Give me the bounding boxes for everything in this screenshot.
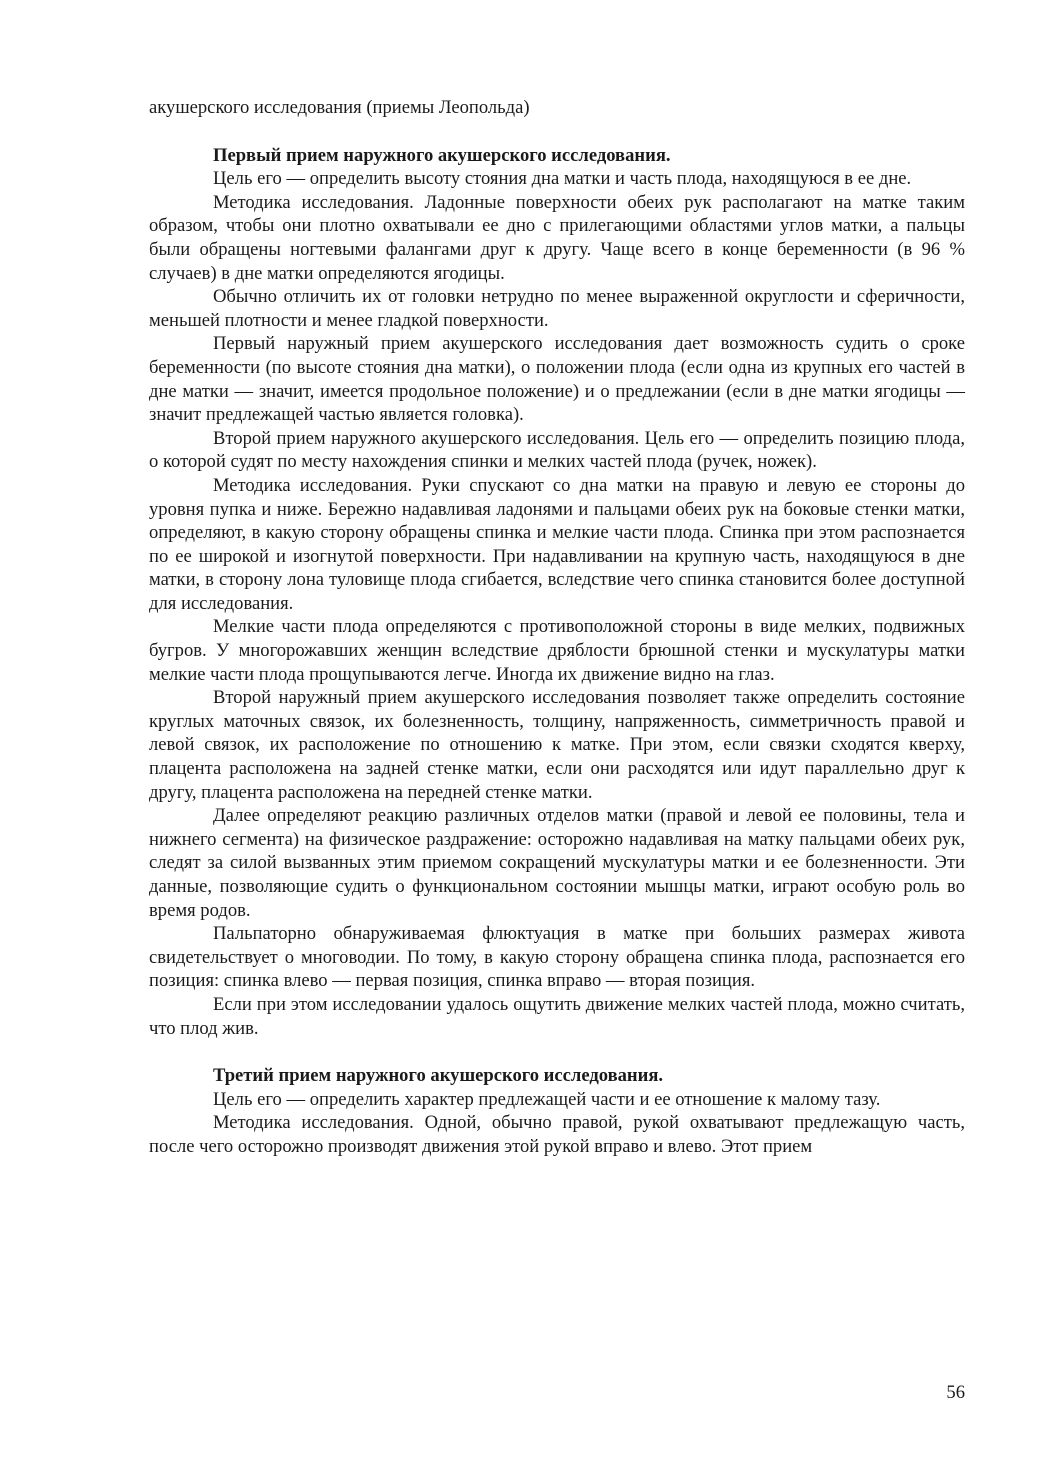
paragraph: Мелкие части плода определяются с противоположной стороны в виде мелких, подвижных бугров. У многорожавших женщин вследствие дряблости брюшной стенки и мускулатуры матки мелкие части плода прощупываются легче. Иногда их движение видно на глаз.: [149, 616, 965, 685]
paragraph: Методика исследования. Одной, обычно правой, рукой охватывают предлежащую часть, после чего осторожно производят движения этой рукой вправо и влево. Этот прием: [149, 1112, 965, 1157]
paragraph: Второй прием наружного акушерского исследования. Цель его — определить позицию плода, о которой судят по месту нахождения спинки и мелких частей плода (ручек, ножек).: [149, 427, 965, 473]
paragraph: Далее определяют реакцию различных отделов матки (правой и левой ее половины, тела и нижнего сегмента) на физическое раздражение: осторожно надавливая на матку пальцами обеих рук, следят за силой вызванных этим приемом сокращений мускулатуры матки и ее болезненности. Эти данные, позволяющие судить о функциональном состоянии мышцы матки, играют особую роль во время родов.: [149, 805, 965, 921]
document-page: [149, 96, 965, 1159]
paragraph: Если при этом исследовании удалось ощутить движение мелких частей плода, можно считать, что плод жив.: [149, 993, 965, 1039]
paragraph: Методика исследования. Ладонные поверхности обеих рук располагают на матке таким образом, чтобы они плотно охватывали ее дно с прилегающими областями углов матки, а пальцы были обращены ногтевыми фалангами друг к другу. Чаще всего в конце беременности (в 96 % случаев) в дне матки определяются ягодицы.: [149, 191, 965, 284]
paragraph: Пальпаторно обнаруживаемая флюктуация в матке при больших размерах живота свидетельствует о многоводии. По тому, в какую сторону обращена спинка плода, распознается его позиция: спинка влево — первая позиция, спинка вправо — вторая позиция.: [149, 923, 965, 992]
paragraph: Методика исследования. Руки спускают со дна матки на правую и левую ее стороны до уровня пупка и ниже. Бережно надавливая ладонями и пальцами обеих рук на боковые стенки матки, определяют, в какую сторону обращены спинка и мелкие части плода. Спинка при этом распознается по ее широкой и изогнутой поверхности. При надавливании на крупную часть, находящуюся в дне матки, в сторону лона туловище плода сгибается, вследствие чего спинка становится более доступной для исследования.: [149, 474, 965, 614]
lead-line: акушерского исследования (приемы Леопольда): [149, 97, 530, 118]
paragraph: Обычно отличить их от головки нетрудно по менее выраженной округлости и сферичности, меньшей плотности и менее гладкой поверхности.: [149, 286, 965, 331]
heading-first-technique: Первый прием наружного акушерского исследования.: [213, 144, 671, 166]
paragraph: Первый наружный прием акушерского исследования дает возможность судить о сроке беременности (по высоте стояния дна матки), о положении плода (если одна из крупных его частей в дне матки — значит, имеется продольное положение) и о предлежании (если в дне матки ягодицы — значит предлежащей частью является головка).: [149, 333, 965, 426]
paragraph: Второй наружный прием акушерского исследования позволяет также определить состояние круглых маточных связок, их болезненность, толщину, напряженность, симметричность правой и левой связок, их расположение по отношению к матке. При этом, если связки сходятся кверху, плацента расположена на задней стенке матки, если они расходятся или идут параллельно друг к другу, плацента расположена на передней стенке матки.: [149, 687, 965, 803]
paragraph: Цель его — определить характер предлежащей части и ее отношение к малому тазу.: [213, 1088, 881, 1110]
heading-third-technique: Третий прием наружного акушерского исследования.: [213, 1065, 664, 1087]
page-number: 56: [946, 1382, 965, 1403]
paragraph: Цель его — определить высоту стояния дна матки и часть плода, находящуюся в ее дне.: [213, 168, 912, 190]
